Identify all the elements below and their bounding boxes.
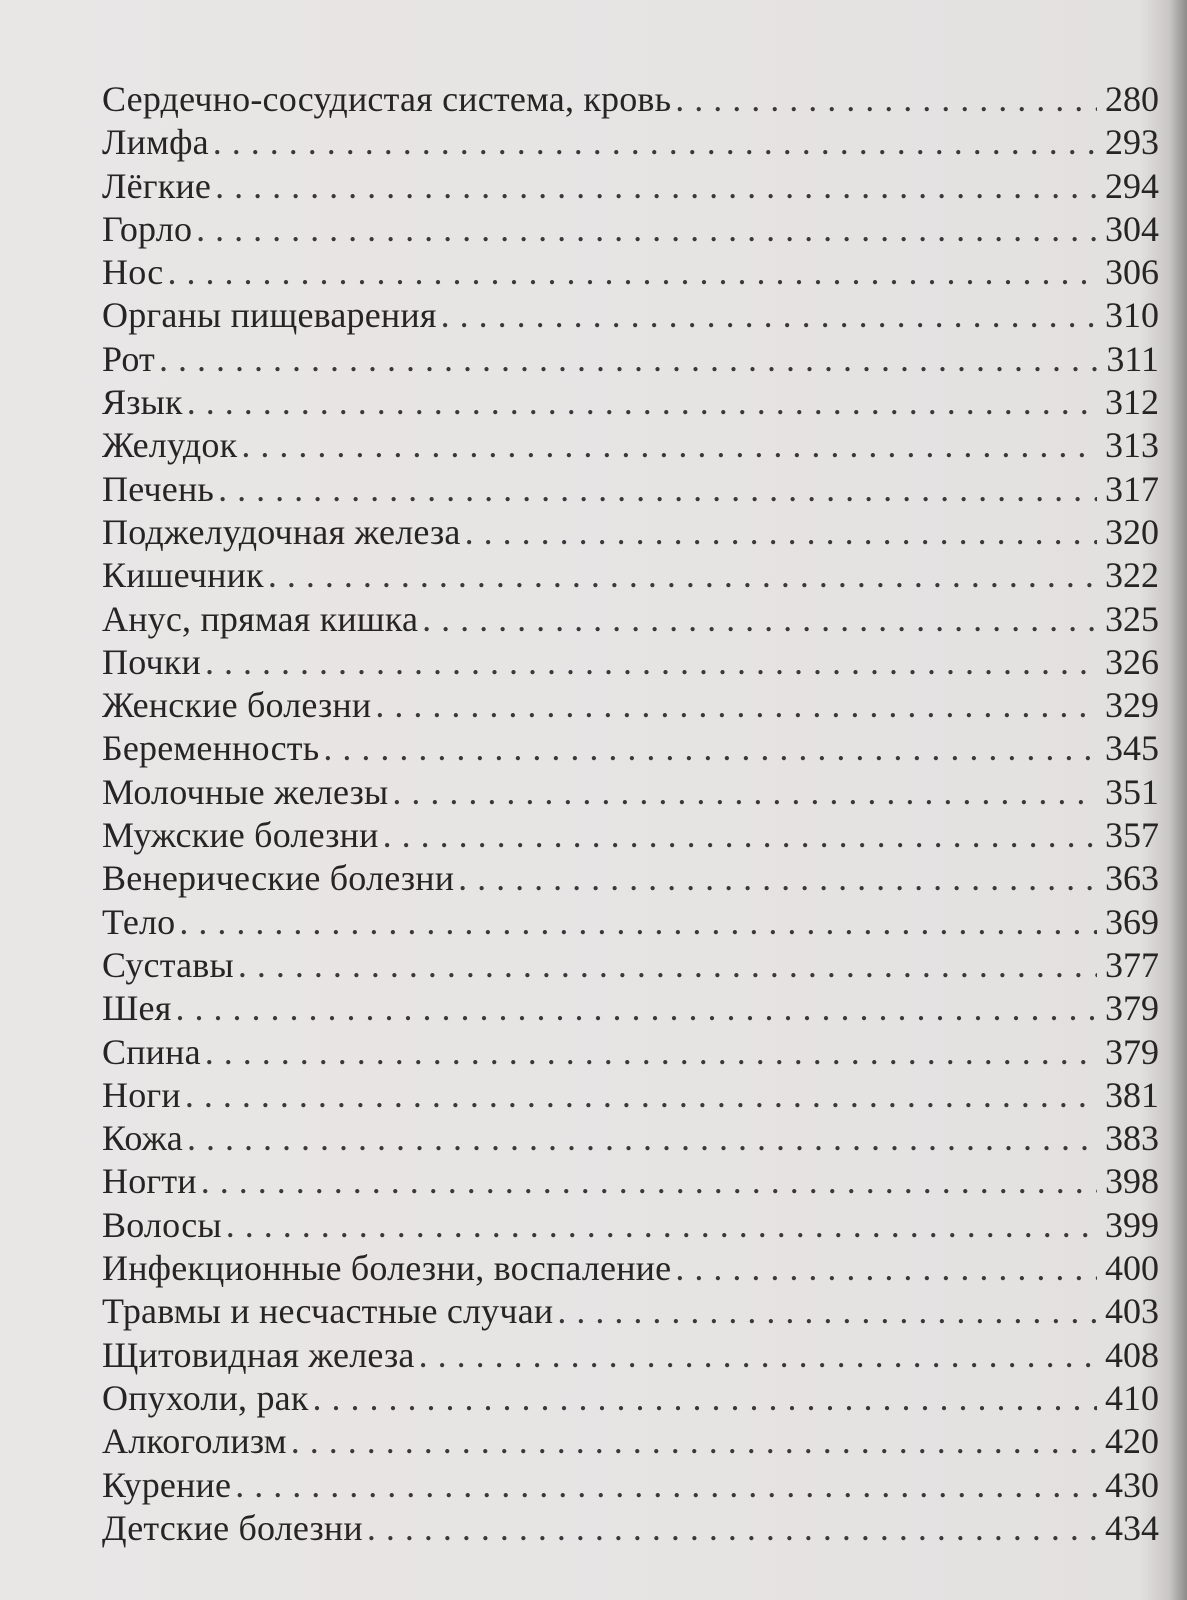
toc-entry-page-number: 403 <box>1105 1291 1159 1332</box>
dot-leader <box>187 1117 1097 1160</box>
dot-leader <box>419 1334 1097 1377</box>
toc-entry <box>102 1074 1159 1117</box>
toc-entry-page-number: 304 <box>1105 208 1159 249</box>
toc-entry <box>102 641 1159 684</box>
dot-leader <box>291 1420 1097 1463</box>
dot-leader <box>196 208 1097 251</box>
toc-entry-page-number: 325 <box>1105 598 1159 639</box>
toc-entry-title: Щитовидная железа <box>102 1334 415 1375</box>
dot-leader <box>235 1464 1097 1507</box>
dot-leader <box>441 294 1097 337</box>
toc-entry-page-number: 383 <box>1105 1118 1159 1159</box>
dot-leader <box>226 1204 1097 1247</box>
toc-entry-page-number: 377 <box>1105 944 1159 985</box>
toc-entry-page-number: 434 <box>1105 1507 1159 1548</box>
dot-leader <box>392 771 1097 814</box>
toc-entry-page-number: 317 <box>1105 468 1159 509</box>
toc-entry <box>102 1507 1159 1550</box>
dot-leader <box>201 1160 1097 1203</box>
dot-leader <box>675 78 1097 121</box>
toc-entry-title: Детские болезни <box>102 1507 363 1548</box>
toc-entry-page-number: 293 <box>1105 122 1159 163</box>
toc-entry-title: Шея <box>102 988 172 1029</box>
toc-entry-title: Травмы и несчастные случаи <box>102 1291 554 1332</box>
toc-entry-title: Кишечник <box>102 555 264 596</box>
toc-entry-title: Лимфа <box>102 122 209 163</box>
toc-entry <box>102 511 1159 554</box>
toc-entry-title: Сердечно-сосудистая система, кровь <box>102 79 672 119</box>
dot-leader <box>179 901 1097 944</box>
toc-entry-title: Анус, прямая кишка <box>102 598 419 639</box>
table-of-contents <box>102 78 1159 1550</box>
toc-entry <box>102 121 1159 164</box>
toc-entry-page-number: 312 <box>1105 382 1159 423</box>
dot-leader <box>268 554 1097 597</box>
toc-entry-page-number: 369 <box>1105 901 1159 942</box>
toc-entry <box>102 771 1159 814</box>
dot-leader <box>238 944 1097 987</box>
toc-entry-page-number: 399 <box>1105 1204 1159 1245</box>
toc-entry-page-number: 329 <box>1105 685 1159 726</box>
toc-entry-title: Ноги <box>102 1074 181 1115</box>
toc-entry-page-number: 280 <box>1105 79 1159 119</box>
toc-entry-title: Волосы <box>102 1204 222 1245</box>
dot-leader <box>675 1247 1097 1290</box>
toc-entry-title: Спина <box>102 1031 201 1072</box>
toc-entry <box>102 251 1159 294</box>
toc-entry-page-number: 313 <box>1105 425 1159 466</box>
toc-entry-page-number: 379 <box>1105 988 1159 1029</box>
dot-leader <box>205 641 1097 684</box>
toc-entry <box>102 294 1159 337</box>
toc-entry-page-number: 310 <box>1105 295 1159 336</box>
toc-entry-page-number: 430 <box>1105 1464 1159 1505</box>
toc-entry <box>102 1031 1159 1074</box>
dot-leader <box>313 1377 1097 1420</box>
toc-entry <box>102 987 1159 1030</box>
toc-entry-page-number: 381 <box>1105 1074 1159 1115</box>
toc-entry-title: Курение <box>102 1464 232 1505</box>
toc-entry <box>102 1117 1159 1160</box>
toc-entry <box>102 424 1159 467</box>
toc-entry-page-number: 322 <box>1105 555 1159 596</box>
toc-entry-title: Женские болезни <box>102 685 372 726</box>
toc-entry <box>102 338 1159 381</box>
dot-leader <box>187 381 1097 424</box>
toc-entry <box>102 1420 1159 1463</box>
toc-entry <box>102 1334 1159 1377</box>
toc-entry <box>102 727 1159 770</box>
toc-entry <box>102 1290 1159 1333</box>
toc-entry <box>102 814 1159 857</box>
toc-entry-page-number: 345 <box>1105 728 1159 769</box>
toc-entry-title: Органы пищеварения <box>102 295 437 336</box>
toc-entry-title: Горло <box>102 208 193 249</box>
toc-entry-page-number: 408 <box>1105 1334 1159 1375</box>
toc-entry-page-number: 311 <box>1106 338 1159 379</box>
toc-entry-title: Нос <box>102 252 164 293</box>
dot-leader <box>205 1031 1097 1074</box>
toc-entry-title: Язык <box>102 382 183 423</box>
dot-leader <box>241 424 1097 467</box>
dot-leader <box>375 684 1097 727</box>
toc-entry-page-number: 306 <box>1105 252 1159 293</box>
toc-entry-title: Беременность <box>102 728 320 769</box>
toc-entry-title: Инфекционные болезни, воспаление <box>102 1248 672 1289</box>
toc-entry-title: Поджелудочная железа <box>102 511 461 552</box>
toc-entry-title: Ногти <box>102 1161 197 1202</box>
toc-entry-title: Кожа <box>102 1118 183 1159</box>
toc-entry <box>102 857 1159 900</box>
toc-entry-page-number: 398 <box>1105 1161 1159 1202</box>
dot-leader <box>213 121 1097 164</box>
dot-leader <box>175 987 1097 1030</box>
toc-entry <box>102 944 1159 987</box>
toc-entry <box>102 468 1159 511</box>
toc-entry-page-number: 363 <box>1105 858 1159 899</box>
toc-entry <box>102 901 1159 944</box>
dot-leader <box>215 165 1097 208</box>
dot-leader <box>185 1074 1097 1117</box>
toc-entry-page-number: 400 <box>1105 1248 1159 1289</box>
toc-entry <box>102 684 1159 727</box>
dot-leader <box>323 727 1097 770</box>
toc-entry <box>102 165 1159 208</box>
toc-entry-page-number: 379 <box>1105 1031 1159 1072</box>
dot-leader <box>465 511 1097 554</box>
toc-entry-title: Печень <box>102 468 215 509</box>
dot-leader <box>159 338 1097 381</box>
dot-leader <box>218 468 1097 511</box>
toc-entry <box>102 598 1159 641</box>
toc-entry-title: Почки <box>102 641 201 682</box>
toc-entry <box>102 381 1159 424</box>
toc-entry <box>102 1377 1159 1420</box>
toc-entry-title: Суставы <box>102 944 234 985</box>
toc-entry <box>102 554 1159 597</box>
toc-entry <box>102 208 1159 251</box>
toc-entry <box>102 1464 1159 1507</box>
toc-entry <box>102 1247 1159 1290</box>
toc-entry-page-number: 294 <box>1105 165 1159 206</box>
toc-entry-title: Лёгкие <box>102 165 212 206</box>
toc-entry-title: Мужские болезни <box>102 815 379 856</box>
toc-entry-page-number: 420 <box>1105 1421 1159 1462</box>
dot-leader <box>383 814 1097 857</box>
dot-leader <box>367 1507 1097 1550</box>
dot-leader <box>167 251 1097 294</box>
toc-entry-title: Алкоголизм <box>102 1421 287 1462</box>
toc-entry-page-number: 410 <box>1105 1377 1159 1418</box>
dot-leader <box>422 598 1097 641</box>
dot-leader <box>458 857 1097 900</box>
toc-entry-title: Венерические болезни <box>102 858 455 899</box>
toc-entry-title: Тело <box>102 901 176 942</box>
toc-entry-page-number: 326 <box>1105 641 1159 682</box>
toc-entry-page-number: 357 <box>1105 815 1159 856</box>
toc-entry <box>102 1160 1159 1203</box>
toc-entry-page-number: 351 <box>1105 771 1159 812</box>
toc-entry-title: Молочные железы <box>102 771 389 812</box>
dot-leader <box>557 1290 1097 1333</box>
toc-entry <box>102 1204 1159 1247</box>
toc-entry-title: Опухоли, рак <box>102 1377 309 1418</box>
toc-entry-page-number: 320 <box>1105 511 1159 552</box>
toc-entry-title: Рот <box>102 338 155 379</box>
toc-entry <box>102 78 1159 121</box>
toc-entry-title: Желудок <box>102 425 238 466</box>
